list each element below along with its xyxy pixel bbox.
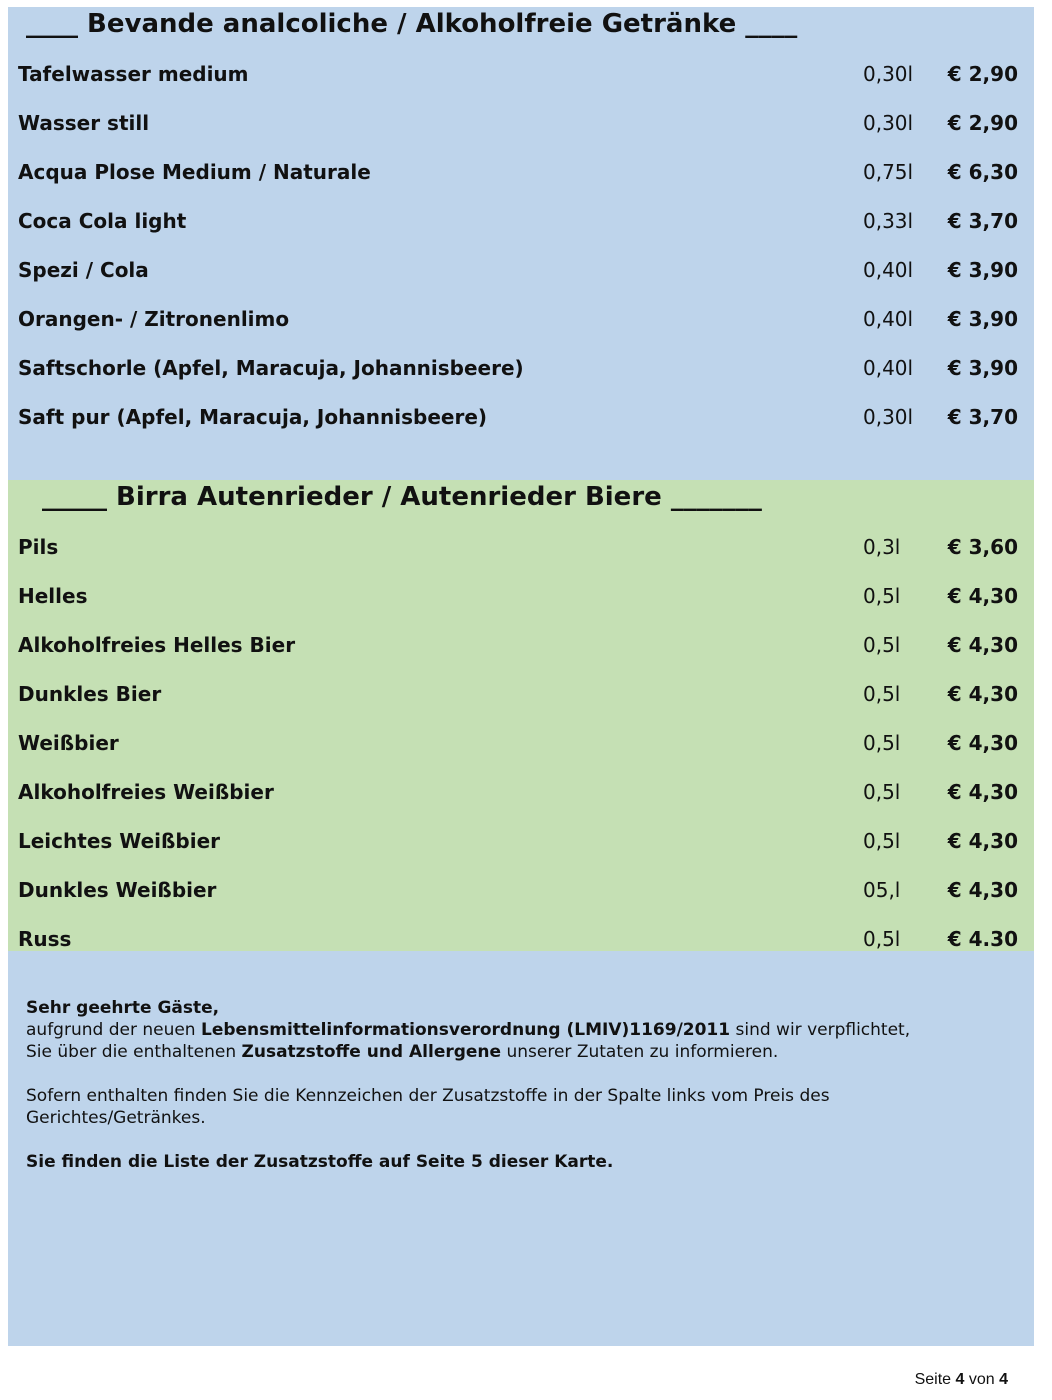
menu-item-row (18, 258, 1018, 288)
item-size: 0,40l (863, 307, 914, 331)
item-price: € 4,30 (947, 633, 1018, 657)
menu-item-row (18, 62, 1018, 92)
item-price: € 3,90 (947, 307, 1018, 331)
menu-item-row (18, 584, 1018, 614)
item-name: Russ (18, 927, 72, 951)
menu-item-row (18, 111, 1018, 141)
item-size: 0,40l (863, 356, 914, 380)
item-price: € 4,30 (947, 780, 1018, 804)
page-number: Seite 4 von 4 (914, 1371, 1008, 1388)
item-name: Orangen- / Zitronenlimo (18, 307, 290, 331)
item-size: 0,75l (863, 160, 914, 184)
item-size: 0,40l (863, 258, 914, 282)
menu-item-row (18, 829, 1018, 859)
soft-drinks-section (8, 7, 1034, 480)
item-name: Alkoholfreies Weißbier (18, 780, 274, 804)
notice-line-2: Sie über die enthaltenen Zusatzstoffe und Allergene unserer Zutaten zu informieren. (26, 1042, 779, 1062)
item-price: € 2,90 (947, 111, 1018, 135)
regulation-name: Lebensmittelinformationsverordnung (LMIV)1169/2011 (201, 1020, 731, 1040)
item-price: € 3,60 (947, 535, 1018, 559)
additives-allergens: Zusatzstoffe und Allergene (241, 1042, 502, 1062)
item-name: Leichtes Weißbier (18, 829, 221, 853)
item-size: 0,5l (863, 731, 901, 755)
menu-item-row (18, 878, 1018, 908)
item-name: Alkoholfreies Helles Bier (18, 633, 296, 657)
menu-item-row (18, 356, 1018, 386)
item-size: 0,5l (863, 927, 901, 951)
notice-paragraph-2: Sofern enthalten finden Sie die Kennzeichen der Zusatzstoffe in der Spalte links vom Preis des Gerichtes/Getränkes. (26, 1086, 830, 1128)
item-size: 0,5l (863, 633, 901, 657)
item-name: Wasser still (18, 111, 150, 135)
item-price: € 2,90 (947, 62, 1018, 86)
item-price: € 4,30 (947, 829, 1018, 853)
notice-paragraph-3: Sie finden die Liste der Zusatzstoffe auf Seite 5 dieser Karte. (26, 1152, 614, 1172)
menu-item-row (18, 160, 1018, 190)
menu-item-row (18, 307, 1018, 337)
item-name: Helles (18, 584, 88, 608)
item-size: 0,30l (863, 62, 914, 86)
item-size: 0,5l (863, 829, 901, 853)
item-name: Tafelwasser medium (18, 62, 249, 86)
item-name: Dunkles Weißbier (18, 878, 217, 902)
item-size: 05,l (863, 878, 901, 902)
menu-item-row (18, 682, 1018, 712)
allergen-notice (26, 997, 1026, 1173)
item-price: € 4,30 (947, 878, 1018, 902)
item-price: € 4,30 (947, 584, 1018, 608)
menu-item-row (18, 633, 1018, 663)
menu-item-row (18, 731, 1018, 761)
item-size: 0,5l (863, 780, 901, 804)
item-name: Pils (18, 535, 59, 559)
item-size: 0,30l (863, 111, 914, 135)
notice-greeting: Sehr geehrte Gäste, (26, 998, 220, 1018)
menu-item-row (18, 209, 1018, 239)
item-price: € 3,90 (947, 258, 1018, 282)
item-price: € 3,70 (947, 209, 1018, 233)
item-price: € 6,30 (947, 160, 1018, 184)
item-name: Weißbier (18, 731, 119, 755)
item-name: Saftschorle (Apfel, Maracuja, Johannisbeere) (18, 356, 524, 380)
item-size: 0,5l (863, 682, 901, 706)
item-size: 0,30l (863, 405, 914, 429)
item-name: Acqua Plose Medium / Naturale (18, 160, 371, 184)
item-price: € 4,30 (947, 682, 1018, 706)
item-price: € 3,70 (947, 405, 1018, 429)
item-price: € 3,90 (947, 356, 1018, 380)
item-name: Saft pur (Apfel, Maracuja, Johannisbeere) (18, 405, 488, 429)
beer-section (8, 480, 1034, 951)
item-name: Dunkles Bier (18, 682, 162, 706)
beer-heading: _____ Birra Autenrieder / Autenrieder Biere _______ (42, 482, 762, 512)
allergen-notice-panel (8, 951, 1034, 1346)
item-name: Coca Cola light (18, 209, 187, 233)
menu-item-row (18, 780, 1018, 810)
item-name: Spezi / Cola (18, 258, 149, 282)
item-size: 0,5l (863, 584, 901, 608)
item-size: 0,33l (863, 209, 914, 233)
item-price: € 4,30 (947, 731, 1018, 755)
soft-drinks-heading: ____ Bevande analcoliche / Alkoholfreie Getränke ____ (26, 9, 798, 39)
menu-item-row (18, 405, 1018, 435)
item-price: € 4.30 (947, 927, 1018, 951)
menu-item-row (18, 535, 1018, 565)
notice-line-1: aufgrund der neuen Lebensmittelinformationsverordnung (LMIV)1169/2011 sind wir verpflichtet, (26, 1020, 911, 1040)
item-size: 0,3l (863, 535, 901, 559)
